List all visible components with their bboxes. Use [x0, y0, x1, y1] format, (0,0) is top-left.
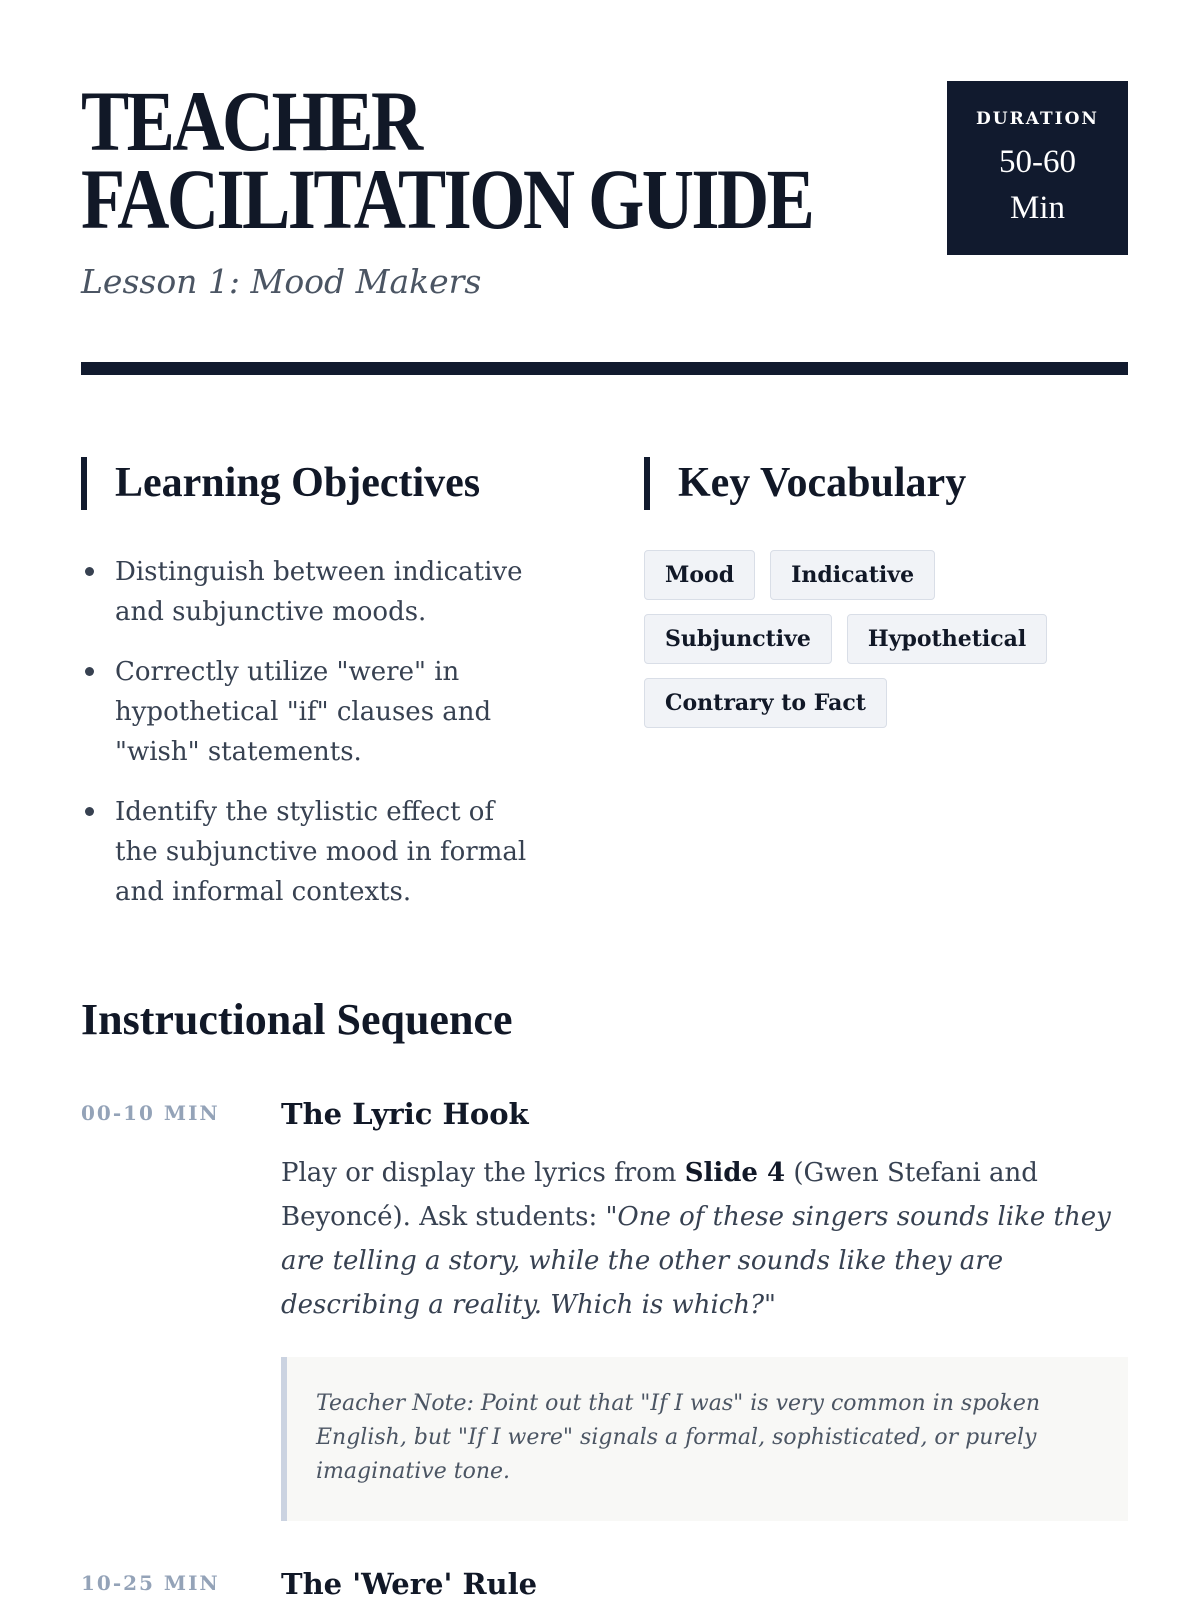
- step-text-middle: (Gwen Stefani and Beyoncé). Ask students:: [281, 1158, 1038, 1232]
- objective-item: [81, 652, 541, 772]
- objective-item: [81, 552, 541, 632]
- vocabulary-tags: [644, 550, 1114, 728]
- objective-item: [81, 792, 541, 912]
- objectives-list: [81, 552, 541, 932]
- step-time: 10-25 MIN: [81, 1571, 220, 1595]
- duration-label: DURATION: [976, 109, 1099, 129]
- bullet-icon: [85, 667, 94, 676]
- objective-text: Identify the stylistic effect of the subjunctive mood in formal and informal contexts.: [115, 797, 527, 907]
- title-line-1: TEACHER: [81, 73, 421, 169]
- teacher-note: Teacher Note: Point out that "If I was" is very common in spoken English, but "If I were" signals a formal, sophisticated, or purely imaginative tone.: [281, 1357, 1128, 1521]
- lesson-subtitle: Lesson 1: Mood Makers: [81, 262, 482, 301]
- bullet-icon: [85, 567, 94, 576]
- objectives-heading: Learning Objectives: [81, 457, 480, 510]
- step-slide-reference: Slide 4: [684, 1158, 786, 1188]
- step-body: [281, 1095, 1128, 1521]
- step-time: 00-10 MIN: [81, 1101, 220, 1125]
- step-description: [281, 1151, 1128, 1327]
- vocab-tag-indicative: Indicative: [770, 550, 935, 600]
- objective-text: Distinguish between indicative and subjunctive moods.: [115, 557, 523, 627]
- bullet-icon: [85, 807, 94, 816]
- vocab-tag-subjunctive: Subjunctive: [644, 614, 832, 664]
- vocab-tag-mood: Mood: [644, 550, 755, 600]
- page-title: [81, 73, 813, 247]
- step-question-quote: "One of these singers sounds like they are telling a story, while the other sounds like they are describing a reality. Which is which?": [281, 1202, 1111, 1320]
- sequence-heading: Instructional Sequence: [81, 995, 513, 1044]
- step-body: [281, 1565, 1128, 1603]
- title-line-2: FACILITATION GUIDE: [81, 151, 813, 247]
- objective-text: Correctly utilize "were" in hypothetical "if" clauses and "wish" statements.: [115, 657, 492, 767]
- vocabulary-heading: Key Vocabulary: [644, 457, 966, 510]
- header-divider: [81, 362, 1128, 375]
- step-text-intro: Play or display the lyrics from: [281, 1158, 685, 1188]
- guide-header: [81, 0, 1128, 375]
- facilitation-guide-page: [81, 0, 1128, 1601]
- duration-badge: [947, 81, 1128, 255]
- vocab-tag-contrary-to-fact: Contrary to Fact: [644, 678, 887, 728]
- duration-value: 50-60 Min: [999, 144, 1076, 226]
- step-title: The 'Were' Rule: [281, 1567, 538, 1601]
- step-title: The Lyric Hook: [281, 1097, 529, 1131]
- vocab-tag-hypothetical: Hypothetical: [847, 614, 1047, 664]
